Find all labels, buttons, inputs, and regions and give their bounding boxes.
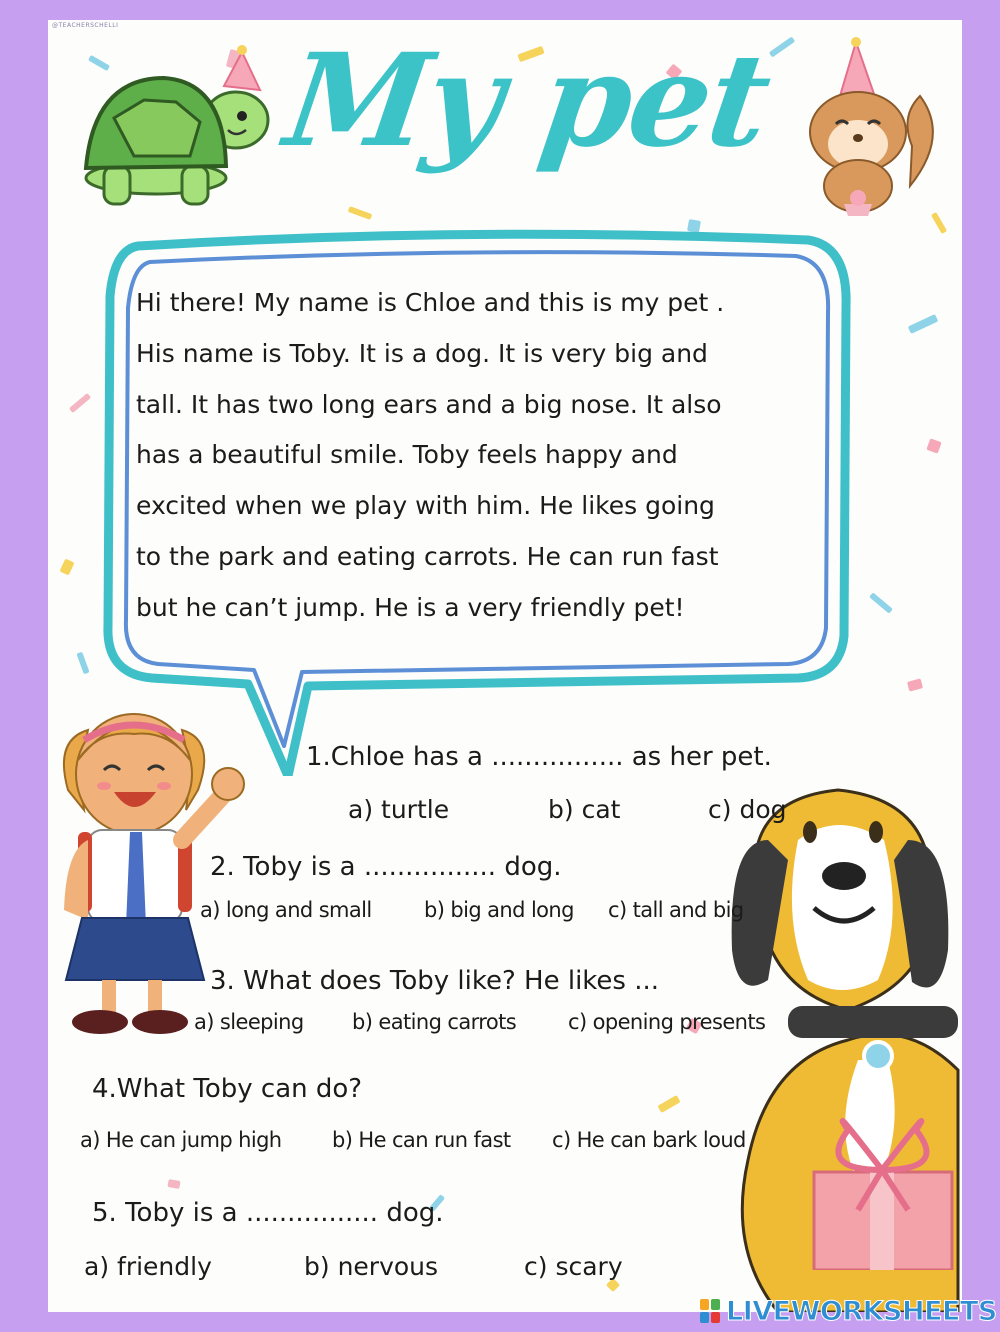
question-4-option-c[interactable]: c) He can bark loud [552,1128,746,1152]
question-3: 3. What does Toby like? He likes ... [210,966,660,996]
question-2: 2. Toby is a ................ dog. [210,852,562,882]
question-3-option-a[interactable]: a) sleeping [194,1010,304,1034]
page-title: My pet [277,26,778,176]
turtle-party-icon [64,38,274,208]
question-5: 5. Toby is a ................ dog. [92,1198,444,1228]
story-line: excited when we play with him. He likes going [136,491,715,521]
question-2-option-c[interactable]: c) tall and big [608,898,744,922]
story-line: Hi there! My name is Chloe and this is my pet . [136,288,725,317]
footer-brand-text: LIVEWORKSHEETS [726,1295,997,1327]
question-1-option-a[interactable]: a) turtle [348,795,450,824]
question-2-option-a[interactable]: a) long and small [200,898,372,922]
liveworksheets-logo-icon [698,1297,722,1325]
question-3-option-b[interactable]: b) eating carrots [352,1010,517,1034]
gift-box-icon [808,1100,958,1270]
question-1-option-c[interactable]: c) dog [708,795,787,824]
question-4-option-b[interactable]: b) He can run fast [332,1128,511,1152]
story-line: to the park and eating carrots. He can run fast [136,541,719,571]
question-4: 4.What Toby can do? [92,1074,363,1104]
story-line: has a beautiful smile. Toby feels happy and [136,440,678,470]
question-5-option-c[interactable]: c) scary [524,1252,623,1281]
footer-brand[interactable] [698,1294,997,1328]
question-3-option-c[interactable]: c) opening presents [568,1010,766,1034]
question-2-option-b[interactable]: b) big and long [424,898,574,922]
squirrel-party-icon [800,36,950,216]
story-text [136,278,826,634]
question-1-option-b[interactable]: b) cat [548,795,621,824]
story-line: His name is Toby. It is a dog. It is very big and [136,338,708,368]
story-line: but he can’t jump. He is a very friendly pet! [136,592,685,622]
worksheet-page [48,20,962,1312]
question-5-option-b[interactable]: b) nervous [304,1252,439,1281]
question-4-option-a[interactable]: a) He can jump high [80,1128,282,1152]
story-line: tall. It has two long ears and a big nose. It also [136,389,722,419]
question-1: 1.Chloe has a ................ as her pet. [306,742,772,772]
question-5-option-a[interactable]: a) friendly [84,1252,212,1281]
credit-text: @TEACHERSCHELLI [52,22,119,29]
